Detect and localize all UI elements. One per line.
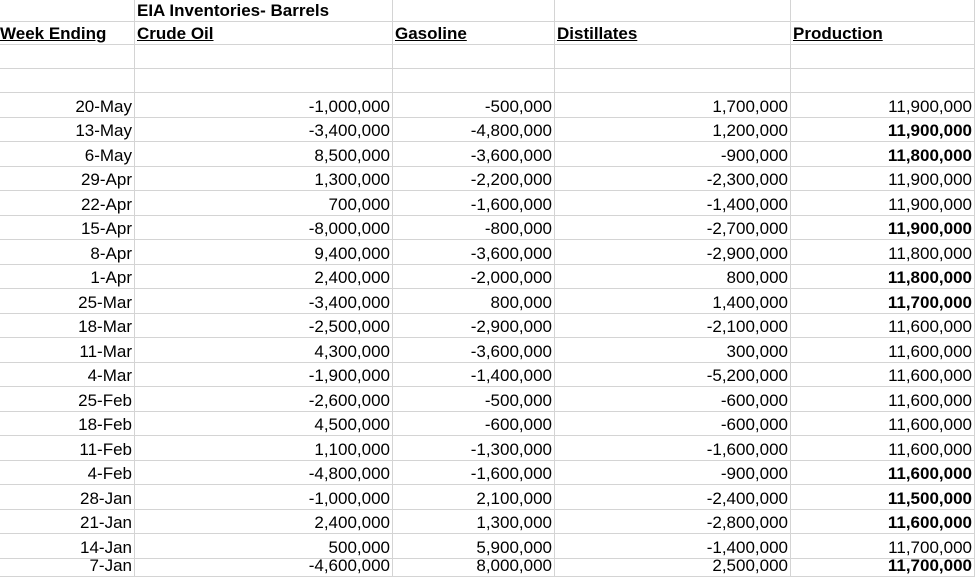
- cell-crude-oil[interactable]: 4,300,000: [135, 338, 393, 363]
- cell-production[interactable]: 11,700,000: [791, 559, 975, 577]
- cell-production[interactable]: 11,600,000: [791, 436, 975, 461]
- cell-week-ending[interactable]: 18-Mar: [0, 314, 135, 339]
- cell-production[interactable]: 11,800,000: [791, 142, 975, 167]
- cell-gasoline[interactable]: -3,600,000: [393, 338, 555, 363]
- header-production[interactable]: Production: [791, 22, 975, 45]
- cell-production[interactable]: 11,900,000: [791, 191, 975, 216]
- cell-production[interactable]: 11,600,000: [791, 510, 975, 535]
- cell-production[interactable]: 11,600,000: [791, 338, 975, 363]
- cell-crude-oil[interactable]: 1,300,000: [135, 167, 393, 192]
- cell-week-ending[interactable]: 25-Feb: [0, 387, 135, 412]
- cell-gasoline[interactable]: -800,000: [393, 216, 555, 241]
- cell-distillates[interactable]: 1,400,000: [555, 289, 791, 314]
- cell-crude-oil[interactable]: -8,000,000: [135, 216, 393, 241]
- cell-week-ending[interactable]: 11-Feb: [0, 436, 135, 461]
- cell-crude-oil[interactable]: -3,400,000: [135, 118, 393, 143]
- cell-distillates[interactable]: -2,300,000: [555, 167, 791, 192]
- cell-distillates[interactable]: -2,400,000: [555, 485, 791, 510]
- cell-production[interactable]: 11,600,000: [791, 314, 975, 339]
- cell-production[interactable]: 11,700,000: [791, 289, 975, 314]
- cell-distillates[interactable]: -900,000: [555, 142, 791, 167]
- cell-gasoline[interactable]: 800,000: [393, 289, 555, 314]
- cell-week-ending[interactable]: 28-Jan: [0, 485, 135, 510]
- cell-distillates[interactable]: 1,200,000: [555, 118, 791, 143]
- blank-cell[interactable]: [0, 45, 135, 69]
- cell-crude-oil[interactable]: -1,000,000: [135, 485, 393, 510]
- cell-week-ending[interactable]: 22-Apr: [0, 191, 135, 216]
- cell-week-ending[interactable]: 1-Apr: [0, 265, 135, 290]
- cell-distillates[interactable]: -1,600,000: [555, 436, 791, 461]
- cell-crude-oil[interactable]: -2,500,000: [135, 314, 393, 339]
- cell-gasoline[interactable]: -3,600,000: [393, 142, 555, 167]
- blank-cell[interactable]: [135, 69, 393, 93]
- cell-production[interactable]: 11,800,000: [791, 240, 975, 265]
- cell-distillates[interactable]: -900,000: [555, 461, 791, 486]
- cell-production[interactable]: 11,500,000: [791, 485, 975, 510]
- cell-week-ending[interactable]: 15-Apr: [0, 216, 135, 241]
- cell-production[interactable]: 11,900,000: [791, 216, 975, 241]
- cell-week-ending[interactable]: 8-Apr: [0, 240, 135, 265]
- cell-week-ending[interactable]: 29-Apr: [0, 167, 135, 192]
- cell-gasoline[interactable]: -1,600,000: [393, 461, 555, 486]
- header-gasoline[interactable]: Gasoline: [393, 22, 555, 45]
- cell-gasoline[interactable]: -3,600,000: [393, 240, 555, 265]
- cell-week-ending[interactable]: 25-Mar: [0, 289, 135, 314]
- cell-gasoline[interactable]: 8,000,000: [393, 559, 555, 577]
- blank-cell[interactable]: [791, 45, 975, 69]
- blank-cell[interactable]: [135, 45, 393, 69]
- cell-production[interactable]: 11,600,000: [791, 363, 975, 388]
- cell-a1[interactable]: [0, 0, 135, 22]
- cell-gasoline[interactable]: -1,400,000: [393, 363, 555, 388]
- cell-week-ending[interactable]: 21-Jan: [0, 510, 135, 535]
- cell-distillates[interactable]: 300,000: [555, 338, 791, 363]
- cell-crude-oil[interactable]: -1,900,000: [135, 363, 393, 388]
- cell-production[interactable]: 11,600,000: [791, 461, 975, 486]
- cell-crude-oil[interactable]: -4,600,000: [135, 559, 393, 577]
- cell-c1[interactable]: [393, 0, 555, 22]
- cell-e1[interactable]: [791, 0, 975, 22]
- cell-crude-oil[interactable]: 500,000: [135, 534, 393, 559]
- header-crude-oil[interactable]: Crude Oil: [135, 22, 393, 45]
- cell-gasoline[interactable]: -2,200,000: [393, 167, 555, 192]
- cell-week-ending[interactable]: 4-Mar: [0, 363, 135, 388]
- cell-crude-oil[interactable]: 4,500,000: [135, 412, 393, 437]
- cell-gasoline[interactable]: -4,800,000: [393, 118, 555, 143]
- cell-gasoline[interactable]: -500,000: [393, 387, 555, 412]
- blank-cell[interactable]: [0, 69, 135, 93]
- cell-gasoline[interactable]: 2,100,000: [393, 485, 555, 510]
- cell-week-ending[interactable]: 18-Feb: [0, 412, 135, 437]
- cell-distillates[interactable]: -5,200,000: [555, 363, 791, 388]
- cell-crude-oil[interactable]: 700,000: [135, 191, 393, 216]
- blank-cell[interactable]: [555, 69, 791, 93]
- cell-crude-oil[interactable]: -4,800,000: [135, 461, 393, 486]
- cell-production[interactable]: 11,800,000: [791, 265, 975, 290]
- cell-distillates[interactable]: 800,000: [555, 265, 791, 290]
- cell-gasoline[interactable]: 5,900,000: [393, 534, 555, 559]
- cell-week-ending[interactable]: 6-May: [0, 142, 135, 167]
- cell-production[interactable]: 11,600,000: [791, 412, 975, 437]
- cell-crude-oil[interactable]: -1,000,000: [135, 93, 393, 118]
- cell-gasoline[interactable]: -2,900,000: [393, 314, 555, 339]
- cell-gasoline[interactable]: -1,300,000: [393, 436, 555, 461]
- cell-distillates[interactable]: 1,700,000: [555, 93, 791, 118]
- cell-gasoline[interactable]: 1,300,000: [393, 510, 555, 535]
- cell-week-ending[interactable]: 7-Jan: [0, 559, 135, 577]
- cell-distillates[interactable]: -600,000: [555, 387, 791, 412]
- cell-gasoline[interactable]: -600,000: [393, 412, 555, 437]
- cell-crude-oil[interactable]: -3,400,000: [135, 289, 393, 314]
- blank-cell[interactable]: [393, 45, 555, 69]
- cell-crude-oil[interactable]: -2,600,000: [135, 387, 393, 412]
- cell-production[interactable]: 11,600,000: [791, 387, 975, 412]
- cell-production[interactable]: 11,900,000: [791, 118, 975, 143]
- blank-cell[interactable]: [555, 45, 791, 69]
- cell-distillates[interactable]: 2,500,000: [555, 559, 791, 577]
- cell-distillates[interactable]: -1,400,000: [555, 534, 791, 559]
- header-distillates[interactable]: Distillates: [555, 22, 791, 45]
- blank-cell[interactable]: [791, 69, 975, 93]
- cell-production[interactable]: 11,700,000: [791, 534, 975, 559]
- cell-distillates[interactable]: -600,000: [555, 412, 791, 437]
- blank-cell[interactable]: [393, 69, 555, 93]
- cell-gasoline[interactable]: -1,600,000: [393, 191, 555, 216]
- cell-week-ending[interactable]: 14-Jan: [0, 534, 135, 559]
- sheet-title[interactable]: EIA Inventories- Barrels: [135, 0, 393, 22]
- cell-d1[interactable]: [555, 0, 791, 22]
- cell-distillates[interactable]: -1,400,000: [555, 191, 791, 216]
- cell-distillates[interactable]: -2,900,000: [555, 240, 791, 265]
- cell-week-ending[interactable]: 11-Mar: [0, 338, 135, 363]
- cell-week-ending[interactable]: 13-May: [0, 118, 135, 143]
- cell-crude-oil[interactable]: 8,500,000: [135, 142, 393, 167]
- cell-week-ending[interactable]: 4-Feb: [0, 461, 135, 486]
- cell-production[interactable]: 11,900,000: [791, 167, 975, 192]
- cell-distillates[interactable]: -2,100,000: [555, 314, 791, 339]
- cell-distillates[interactable]: -2,800,000: [555, 510, 791, 535]
- header-week-ending[interactable]: Week Ending: [0, 22, 135, 45]
- cell-distillates[interactable]: -2,700,000: [555, 216, 791, 241]
- cell-crude-oil[interactable]: 2,400,000: [135, 265, 393, 290]
- cell-production[interactable]: 11,900,000: [791, 93, 975, 118]
- cell-gasoline[interactable]: -2,000,000: [393, 265, 555, 290]
- cell-crude-oil[interactable]: 1,100,000: [135, 436, 393, 461]
- cell-crude-oil[interactable]: 2,400,000: [135, 510, 393, 535]
- cell-week-ending[interactable]: 20-May: [0, 93, 135, 118]
- cell-crude-oil[interactable]: 9,400,000: [135, 240, 393, 265]
- cell-gasoline[interactable]: -500,000: [393, 93, 555, 118]
